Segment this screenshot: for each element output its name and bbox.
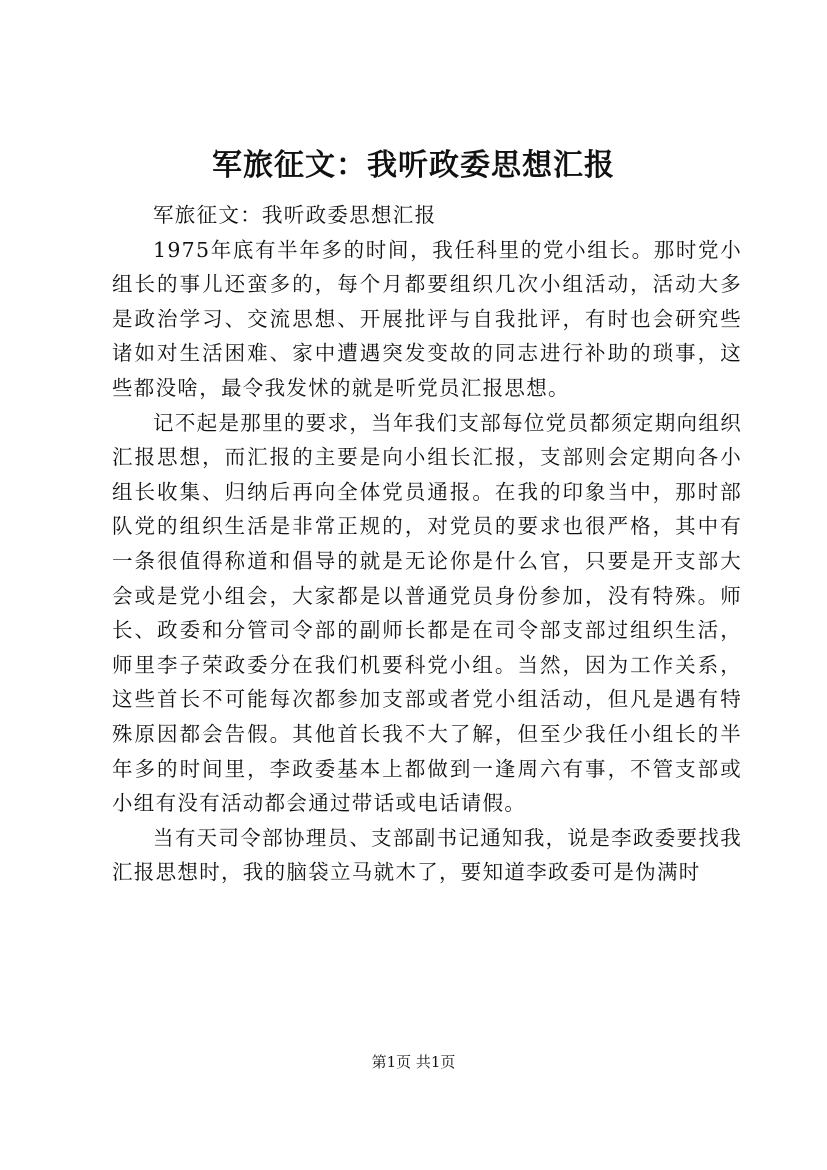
paragraph: 当有天司令部协理员、支部副书记通知我，说是李政委要找我汇报思想时，我的脑袋立马就木了，要知道李政委可是伪满时 [112, 825, 742, 885]
paragraph-subtitle: 军旅征文：我听政委思想汇报 [153, 203, 437, 227]
document-title: 军旅征文：我听政委思想汇报 [212, 148, 615, 183]
document-body [112, 198, 742, 890]
paragraph: 1975年底有半年多的时间，我任科里的党小组长。那时党小组长的事儿还蛮多的，每个月都要组织几次小组活动，活动大多是政治学习、交流思想、开展批评与自我批评，有时也会研究些诸如对生活困难、家中遭遇突发变故的同志进行补助的琐事，这些都没啥，最令我发怵的就是听党员汇报思想。 [112, 237, 742, 400]
page-footer: 第1页 共1页 [371, 1053, 456, 1071]
paragraph: 记不起是那里的要求，当年我们支部每位党员都须定期向组织汇报思想，而汇报的主要是向小组长汇报，支部则会定期向各小组长收集、归纳后再向全体党员通报。在我的印象当中，那时部队党的组织生活是非常正规的，对党员的要求也很严格，其中有一条很值得称道和倡导的就是无论你是什么官，只要是开支部大会或是党小组会，大家都是以普通党员身份参加，没有特殊。师长、政委和分管司令部的副师长都是在司令部支部过组织生活，师里李子荣政委分在我们机要科党小组。当然，因为工作关系，这些首长不可能每次都参加支部或者党小组活动，但凡是遇有特殊原因都会告假。其他首长我不大了解，但至少我任小组长的半年多的时间里，李政委基本上都做到一逢周六有事，不管支部或小组有没有活动都会通过带话或电话请假。 [112, 410, 742, 816]
